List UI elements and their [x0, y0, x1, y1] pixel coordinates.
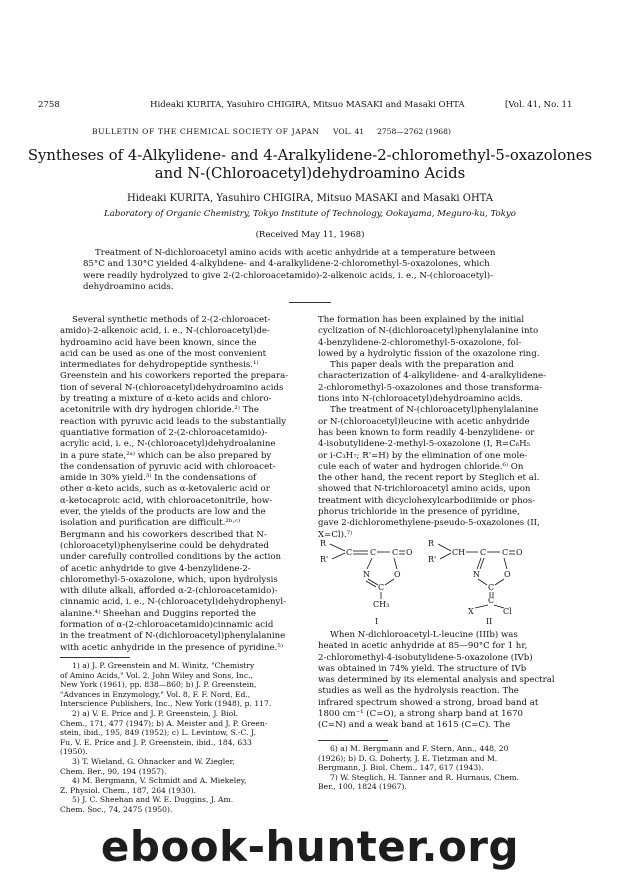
- body-text-line: gave 2-dichloromethylene-pseudo-5-oxazolones (II,: [318, 518, 540, 529]
- atom-C: C: [488, 596, 495, 605]
- atom-O: O: [406, 548, 413, 557]
- footnote-line: Interscience Publishers, Inc., New York (1948), p. 117.: [60, 699, 272, 709]
- body-text-line: reaction with pyruvic acid leads to the substantially: [60, 416, 287, 427]
- body-text-line: of acetic anhydride to give 4-benzylidene-2-: [60, 563, 251, 574]
- structure-label-II: II: [486, 617, 493, 626]
- journal-name: BULLETIN OF THE CHEMICAL SOCIETY OF JAPAN: [92, 127, 320, 136]
- bond: [332, 553, 345, 559]
- body-text-line: by treating a mixture of α-keto acids and chloro-: [60, 394, 272, 405]
- body-text-line: acrylic acid, i. e., N-(chloroacetyl)dehydroalanine: [60, 439, 276, 450]
- body-text-line: isolation and purification are difficult.²ᵇ·ᶜ⁾: [60, 518, 241, 529]
- journal-pages-year: 2758—2762 (1968): [377, 127, 451, 136]
- atom-C: C: [480, 548, 487, 557]
- body-text-line: cinnamic acid, i. e., N-(chloroacetyl)dehydrophenyl-: [60, 597, 287, 608]
- body-text-line: ever, the yields of the products are low and the: [60, 507, 266, 518]
- section-divider: [289, 302, 331, 303]
- body-text-line: amide in 30% yield.³⁾ In the condensations of: [60, 473, 257, 484]
- atom-CH: CH: [452, 548, 466, 557]
- received-date: (Received May 11, 1968): [255, 230, 365, 240]
- footnote-line: Chem., 171, 477 (1947); b) A. Meister and J. P. Green-: [60, 718, 268, 728]
- body-text-line: Bergmann and his coworkers described that N-: [60, 529, 267, 540]
- affiliation: Laboratory of Organic Chemistry, Tokyo Institute of Technology, Ookayama, Meguro-ku, Tokyo: [104, 209, 516, 219]
- authors: Hideaki KURITA, Yasuhiro CHIGIRA, Mitsuo MASAKI and Masaki OHTA: [126, 193, 494, 204]
- watermark-banner: ebook-hunter.org: [100, 822, 520, 871]
- body-text-line: under carefully controlled conditions by the action: [60, 552, 282, 563]
- footnote-line: Z. Physiol. Chem., 187, 264 (1930).: [60, 785, 196, 795]
- atom-N: N: [473, 570, 480, 579]
- body-text-line: the condensation of pyruvic acid with chloroacet-: [60, 461, 276, 472]
- bond: [440, 553, 451, 559]
- body-text-line: characterization of 4-alkylidene- and 4-aralkylidene-: [318, 371, 546, 382]
- body-text-line: (C=N) and a weak band at 1615 (C=C). The: [318, 720, 511, 731]
- right-column-text-bottom: [318, 630, 563, 732]
- atom-R-prime: R': [428, 555, 437, 564]
- bond: [367, 558, 372, 569]
- atom-R-prime: R': [320, 555, 329, 564]
- right-footnote-rule: [318, 740, 388, 741]
- footnote-line: stein, ibid., 195, 849 (1952); c) L. Levintow, S.-C. J.: [60, 728, 256, 738]
- bond: [475, 605, 488, 608]
- bond: [478, 579, 487, 585]
- footnote-line: Chem. Soc., 74, 2475 (1950).: [60, 804, 173, 814]
- body-text-line: showed that N-trichloroacetyl amino acids, upon: [318, 484, 531, 495]
- footnote-line: 7) W. Steglich, H. Tanner and R. Hurnaus, Chem.: [330, 772, 519, 782]
- volume-info: [Vol. 41, No. 11: [505, 100, 573, 110]
- footnote-line: 6) a) M. Bergmann and F. Stern, Ann., 448, 20: [330, 744, 509, 753]
- body-text-line: phorus trichloride in the presence of pyridine,: [318, 507, 520, 518]
- abstract-line: dehydroamino acids.: [83, 281, 174, 292]
- right-footnotes: [318, 744, 563, 792]
- body-text-line: in the treatment of N-(dichloroacetyl)phenylalanine: [60, 631, 286, 642]
- body-text-line: amido)-2-alkenoic acid, i. e., N-(chloroacetyl)de-: [60, 326, 270, 337]
- body-text-line: heated in acetic anhydride at 85—90°C for 1 hr,: [318, 641, 528, 652]
- footnote-line: 4) M. Bergmann, V. Schmidt and A. Miekeley,: [72, 776, 247, 786]
- abstract-line: were readily hydrolyzed to give 2-(2-chloroacetamido)-2-alkenoic acids, i. e., N-(chloroacetyl)-: [83, 270, 494, 281]
- footnote-line: 3) T. Wieland, G. Ohnacker and W. Ziegler,: [72, 756, 235, 766]
- body-text-line: studies as well as the hydrolysis reaction. The: [318, 686, 519, 697]
- abstract: [83, 248, 539, 293]
- footnote-line: Fu, V. E. Price and J. P. Greenstein, ibid., 184, 633: [60, 737, 252, 747]
- body-text-line: This paper deals with the preparation and: [330, 360, 514, 371]
- body-text-line: cule each of water and hydrogen chloride.⁶⁾ On: [318, 461, 524, 472]
- body-text-line: The formation has been explained by the initial: [318, 315, 525, 325]
- body-text-line: other α-keto acids, such as α-ketovaleric acid or: [60, 484, 270, 495]
- body-text-line: has been known to form readily 4-benzylidene- or: [318, 427, 535, 438]
- atom-O: O: [394, 570, 401, 579]
- body-text-line: acetonitrile with dry hydrogen chloride.²⁾ The: [60, 405, 259, 416]
- page-number: 2758: [38, 100, 60, 110]
- atom-Cl: Cl: [503, 607, 512, 616]
- left-footnotes: [60, 661, 305, 815]
- body-text-line: α-ketocaproic acid, with chloroacetonitrile, how-: [60, 495, 273, 506]
- bond: [438, 544, 451, 551]
- atom-O: O: [504, 570, 511, 579]
- atom-R: R: [320, 539, 327, 548]
- journal-volume: VOL. 41: [333, 127, 365, 136]
- footnote-line: (1926); b) D. G. Doherty, J. E. Tietzman and M.: [318, 753, 498, 763]
- footnote-line: New York (1961), pp. 838—860; b) J. P. Greenstein,: [60, 680, 257, 690]
- body-text-line: When N-dichloroacetyl-L-leucine (IIIb) was: [330, 630, 518, 640]
- bond: [330, 544, 345, 551]
- left-footnote-rule: [60, 657, 130, 658]
- bond: [385, 579, 394, 585]
- body-text-line: tions into N-(chloroacetyl)dehydroamino acids.: [318, 394, 524, 405]
- body-text-line: 4-isobutylidene-2-methyl-5-oxazolone (I, R=C₆H₅: [318, 439, 531, 450]
- atom-C: C: [392, 548, 399, 557]
- body-text-line: 2-chloromethyl-4-isobutylidene-5-oxazolone (IVb): [318, 652, 533, 663]
- body-text-line: cyclization of N-(dichloroacetyl)phenylalanine into: [318, 326, 539, 337]
- atom-C: C: [370, 548, 377, 557]
- body-text-line: 1800 cm⁻¹ (C=O), a strong sharp band at 1670: [318, 709, 524, 720]
- body-text-line: intermediates for dehydropeptide synthesis.¹⁾: [60, 360, 259, 371]
- footnote-line: "Advances in Enzymology," Vol. 8, F. F. Nord, Ed.,: [60, 689, 251, 699]
- body-text-line: with acetic anhydride in the presence of pyridine.⁵⁾: [60, 642, 283, 653]
- footnote-line: Ber., 100, 1824 (1967).: [318, 782, 407, 792]
- footnote-line: Chem. Ber., 90, 194 (1957).: [60, 766, 167, 776]
- body-text-line: acid can be used as one of the most convenient: [60, 348, 267, 359]
- body-text-line: 4-benzylidene-2-chloromethyl-5-oxazolone, fol-: [318, 337, 522, 348]
- atom-C: C: [488, 583, 495, 592]
- body-text-line: (chloroacetyl)phenylserine could be dehydrated: [60, 540, 269, 551]
- body-text-line: was determined by its elemental analysis and spectral: [318, 675, 555, 686]
- atom-CH3: CH₃: [373, 600, 390, 609]
- body-text-line: alanine.⁴⁾ Sheehan and Duggins reported the: [60, 608, 257, 619]
- atom-O: O: [516, 548, 523, 557]
- bond: [495, 579, 504, 585]
- body-text-line: the other hand, the recent report by Steglich et al.: [318, 473, 540, 484]
- abstract-line: Treatment of N-dichloroacetyl amino acids with acetic anhydride at a temperature between: [95, 248, 496, 258]
- structure-label-I: I: [375, 617, 379, 626]
- footnote-line: of Amino Acids," Vol. 2, John Wiley and Sons, Inc.,: [60, 670, 253, 680]
- atom-N: N: [363, 570, 370, 579]
- bond: [504, 558, 507, 569]
- body-text-line: infrared spectrum showed a strong, broad band at: [318, 697, 539, 708]
- body-text-line: Several synthetic methods of 2-(2-chloroacet-: [72, 315, 271, 325]
- atom-R: R: [428, 539, 435, 548]
- body-text-line: lowed by a hydrolytic fission of the oxazolone ring.: [318, 348, 540, 359]
- footnote-line: Bergmann, J. Biol. Chem., 147, 617 (1943).: [318, 763, 484, 773]
- body-text-line: was obtained in 74% yield. The structure of IVb: [318, 663, 527, 674]
- atom-C: C: [378, 583, 385, 592]
- body-text-line: or N-(chloroacetyl)leucine with acetic anhydride: [318, 416, 530, 427]
- abstract-line: 85°C and 130°C yielded 4-alkylidene- and 4-aralkylidene-2-chloromethyl-5-oxazolones, which: [83, 259, 490, 270]
- bond: [394, 558, 397, 569]
- bond-double: [366, 581, 376, 587]
- body-text-line: Greenstein and his coworkers reported the prepara-: [60, 371, 289, 382]
- structure-diagram: [318, 536, 563, 626]
- running-authors: Hideaki KURITA, Yasuhiro CHIGIRA, Mitsuo MASAKI and Masaki OHTA: [150, 100, 465, 110]
- body-text-line: quantiative formation of 2-(2-chloroacetamido)-: [60, 427, 268, 438]
- title-line-1: Syntheses of 4-Alkylidene- and 4-Aralkylidene-2-chloromethyl-5-oxazolones: [27, 147, 593, 164]
- footnote-line: 2) a) V. E. Price and J. P. Greenstein, J. Biol.: [72, 708, 239, 718]
- title-line-2: and N-(Chloroacetyl)dehydroamino Acids: [154, 165, 466, 182]
- footnote-line: 1) a) J. P. Greenstein and M. Winitz, "Chemistry: [72, 661, 255, 670]
- body-text-line: hydroamino acid have been known, since the: [60, 337, 257, 348]
- body-text-line: chloromethyl-5-oxazolone, which, upon hydrolysis: [60, 574, 278, 585]
- atom-X: X: [468, 607, 474, 616]
- body-text-line: X=Cl).⁷⁾: [318, 529, 353, 540]
- body-text-line: The treatment of N-(chloroacetyl)phenylalanine: [330, 405, 539, 416]
- atom-C: C: [502, 548, 509, 557]
- bond-double: [368, 579, 378, 585]
- body-text-line: tion of several N-(chloroacetyl)dehydroamino acids: [60, 382, 284, 393]
- right-column-text-top: [318, 315, 563, 541]
- body-text-line: with dilute alkali, afforded α-2-(chloroacetamido)-: [60, 586, 278, 597]
- body-text-line: in a pure state,²ᵃ⁾ which can be also prepared by: [60, 450, 272, 461]
- body-text-line: treatment with dicyclohexylcarbodiimide or phos-: [318, 495, 536, 506]
- left-column-text: [60, 315, 305, 654]
- body-text-line: formation of α-(2-chloroacetamido)cinnamic acid: [60, 620, 274, 631]
- chemical-structures: [318, 536, 563, 626]
- body-text-line: or i-C₃H₇; R'=H) by the elimination of one mole-: [318, 450, 528, 461]
- footnote-line: (1950).: [60, 747, 88, 757]
- body-text-line: 2-chloromethyl-5-oxazolones and those transforma-: [318, 382, 543, 393]
- footnote-line: 5) J. C. Sheehan and W. E. Duggins, J. Am.: [72, 795, 234, 805]
- atom-C: C: [346, 548, 353, 557]
